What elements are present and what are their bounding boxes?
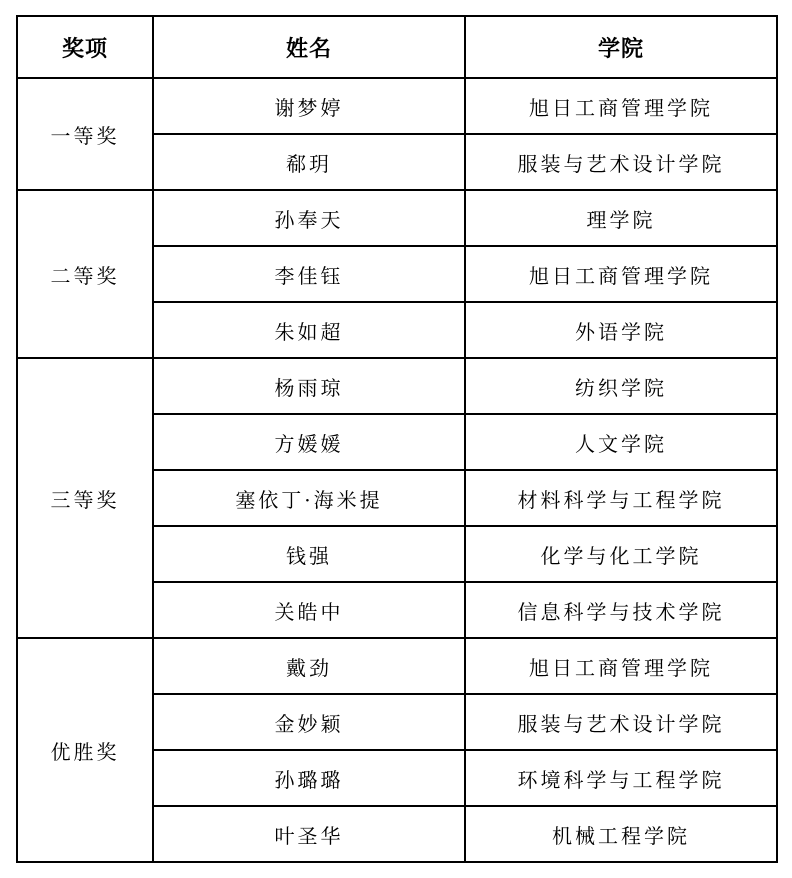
college-cell: 理学院 xyxy=(465,190,777,246)
college-cell: 信息科学与技术学院 xyxy=(465,582,777,638)
college-cell: 环境科学与工程学院 xyxy=(465,750,777,806)
table-header xyxy=(17,16,777,78)
name-cell: 孙奉天 xyxy=(153,190,465,246)
name-cell: 叶圣华 xyxy=(153,806,465,862)
name-cell: 戴劲 xyxy=(153,638,465,694)
name-cell: 李佳钰 xyxy=(153,246,465,302)
name-cell: 杨雨琼 xyxy=(153,358,465,414)
name-cell: 郗玥 xyxy=(153,134,465,190)
award-cell-merit: 优胜奖 xyxy=(17,638,153,862)
name-cell: 方媛媛 xyxy=(153,414,465,470)
header-name: 姓名 xyxy=(153,16,465,78)
name-cell: 谢梦婷 xyxy=(153,78,465,134)
name-cell: 塞依丁·海米提 xyxy=(153,470,465,526)
header-college: 学院 xyxy=(465,16,777,78)
name-cell: 钱强 xyxy=(153,526,465,582)
college-cell: 外语学院 xyxy=(465,302,777,358)
name-cell: 朱如超 xyxy=(153,302,465,358)
name-cell: 孙璐璐 xyxy=(153,750,465,806)
college-cell: 旭日工商管理学院 xyxy=(465,638,777,694)
header-row xyxy=(17,16,777,78)
college-cell: 服装与艺术设计学院 xyxy=(465,134,777,190)
college-cell: 服装与艺术设计学院 xyxy=(465,694,777,750)
college-cell: 机械工程学院 xyxy=(465,806,777,862)
award-cell-third: 三等奖 xyxy=(17,358,153,638)
award-cell-first: 一等奖 xyxy=(17,78,153,190)
name-cell: 关皓中 xyxy=(153,582,465,638)
name-cell: 金妙颖 xyxy=(153,694,465,750)
college-cell: 人文学院 xyxy=(465,414,777,470)
college-cell: 化学与化工学院 xyxy=(465,526,777,582)
college-cell: 旭日工商管理学院 xyxy=(465,246,777,302)
award-cell-second: 二等奖 xyxy=(17,190,153,358)
college-cell: 纺织学院 xyxy=(465,358,777,414)
table-row xyxy=(17,190,777,246)
header-award: 奖项 xyxy=(17,16,153,78)
college-cell: 材料科学与工程学院 xyxy=(465,470,777,526)
table-row xyxy=(17,638,777,694)
college-cell: 旭日工商管理学院 xyxy=(465,78,777,134)
table-body xyxy=(17,78,777,862)
table-row xyxy=(17,358,777,414)
award-table xyxy=(16,15,778,863)
table-row xyxy=(17,78,777,134)
